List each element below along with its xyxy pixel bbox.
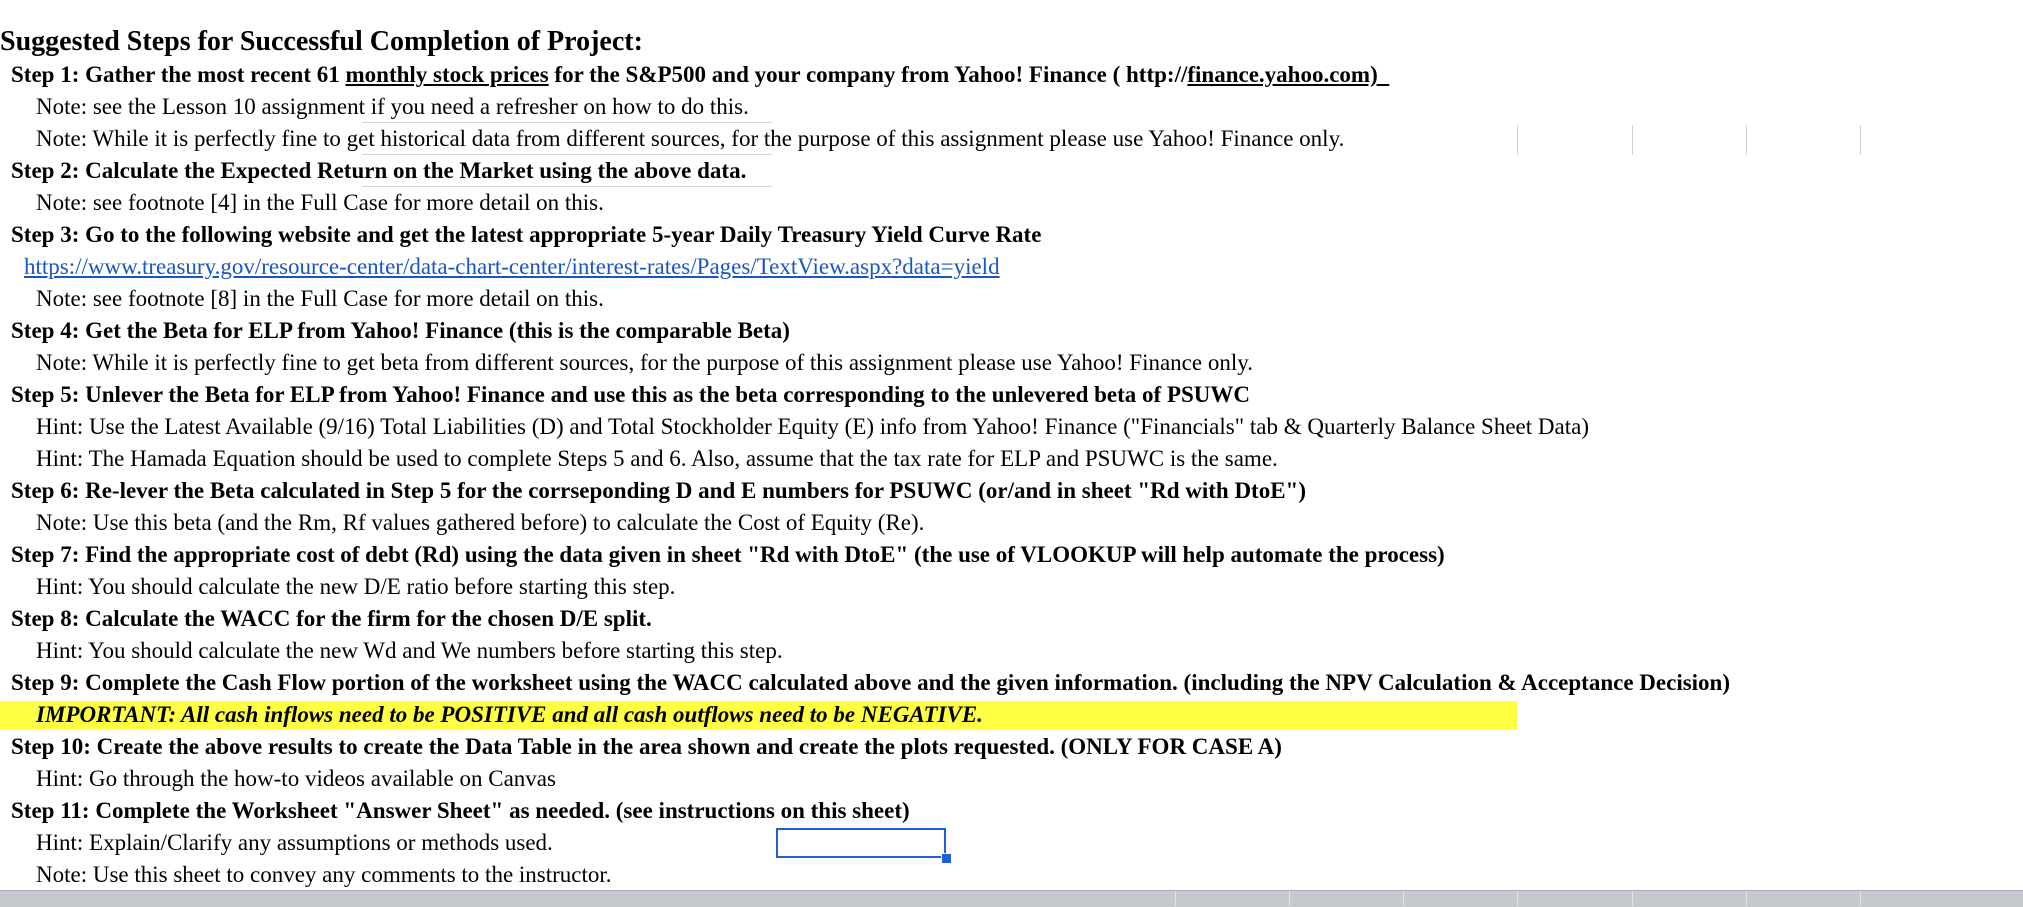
horizontal-scrollbar[interactable] — [0, 890, 2023, 907]
fill-handle[interactable] — [941, 853, 952, 864]
step-1-note-2[interactable]: Note: While it is perfectly fine to get historical data from different sources, for the purpose of this assignment please use Yahoo! Finance only. — [36, 126, 1345, 151]
step-1-trailing-space — [1378, 62, 1390, 87]
step-6-note[interactable]: Note: Use this beta (and the Rm, Rf values gathered before) to calculate the Cost of Equity (Re). — [36, 510, 925, 535]
step-5-hint-2[interactable]: Hint: The Hamada Equation should be used to complete Steps 5 and 6. Also, assume that the tax rate for ELP and PSUWC is the same. — [36, 446, 1278, 471]
step-5-cell[interactable]: Step 5: Unlever the Beta for ELP from Yahoo! Finance and use this as the beta corresponding to the unlevered beta of PSUWC — [11, 382, 1251, 407]
step-4-note[interactable]: Note: While it is perfectly fine to get beta from different sources, for the purpose of this assignment please use Yahoo! Finance only. — [36, 350, 1253, 375]
step-9-cell[interactable]: Step 9: Complete the Cash Flow portion of the worksheet using the WACC calculated above and the given information. (including the NPV Calculation & Acceptance Decision) — [11, 670, 1731, 695]
treasury-yield-link[interactable]: https://www.treasury.gov/resource-center/data-chart-center/interest-rates/Pages/TextView.aspx?data=yield — [24, 254, 1000, 279]
scrollbar-divider — [1517, 891, 1518, 906]
step-1-note-1[interactable]: Note: see the Lesson 10 assignment if you need a refresher on how to do this. — [36, 94, 749, 119]
cell-gridline — [1860, 125, 1861, 155]
step-9-important-note[interactable]: IMPORTANT: All cash inflows need to be POSITIVE and all cash outflows need to be NEGATIVE. — [36, 702, 983, 727]
cell-gridline — [1517, 125, 1518, 155]
step-8-hint[interactable]: Hint: You should calculate the new Wd and We numbers before starting this step. — [36, 638, 783, 663]
scrollbar-divider — [1632, 891, 1633, 906]
scrollbar-divider — [1746, 891, 1747, 906]
step-10-cell[interactable]: Step 10: Create the above results to create the Data Table in the area shown and create the plots requested. (ONLY FOR CASE A) — [11, 734, 1282, 759]
step-4-cell[interactable]: Step 4: Get the Beta for ELP from Yahoo! Finance (this is the comparable Beta) — [11, 318, 790, 343]
sheet-title[interactable]: Suggested Steps for Successful Completion of Project: — [0, 26, 643, 57]
window-edge — [1973, 0, 2023, 906]
cell-gridline — [1746, 125, 1747, 155]
step-11-note[interactable]: Note: Use this sheet to convey any comments to the instructor. — [36, 862, 612, 887]
step-1-label: Step 1: Gather the most recent 61 — [11, 62, 346, 87]
step-8-cell[interactable]: Step 8: Calculate the WACC for the firm for the chosen D/E split. — [11, 606, 652, 631]
cell-gridline — [1632, 125, 1633, 155]
step-11-hint[interactable]: Hint: Explain/Clarify any assumptions or methods used. — [36, 830, 553, 855]
step-10-hint[interactable]: Hint: Go through the how-to videos available on Canvas — [36, 766, 556, 791]
scrollbar-divider — [1289, 891, 1290, 906]
yahoo-finance-url: finance.yahoo.com) — [1187, 62, 1378, 87]
scrollbar-divider — [1860, 891, 1861, 906]
step-2-cell[interactable]: Step 2: Calculate the Expected Return on the Market using the above data. — [11, 158, 747, 183]
step-1-underlined-text: monthly stock prices — [345, 62, 549, 87]
step-3-note[interactable]: Note: see footnote [8] in the Full Case for more detail on this. — [36, 286, 604, 311]
step-11-cell[interactable]: Step 11: Complete the Worksheet "Answer Sheet" as needed. (see instructions on this sheet) — [11, 798, 910, 823]
step-5-hint-1[interactable]: Hint: Use the Latest Available (9/16) Total Liabilities (D) and Total Stockholder Equity (E) info from Yahoo! Finance ("Financials" tab & Quarterly Balance Sheet Data) — [36, 414, 1589, 439]
scrollbar-divider — [1175, 891, 1176, 906]
step-2-note[interactable]: Note: see footnote [4] in the Full Case for more detail on this. — [36, 190, 604, 215]
scrollbar-divider — [1403, 891, 1404, 906]
selected-cell[interactable] — [776, 828, 946, 858]
step-7-cell[interactable]: Step 7: Find the appropriate cost of debt (Rd) using the data given in sheet "Rd with DtoE" (the use of VLOOKUP will help automate the process) — [11, 542, 1445, 567]
step-1-middle-text: for the S&P500 and your company from Yahoo! Finance ( http:// — [548, 62, 1188, 87]
step-3-cell[interactable]: Step 3: Go to the following website and get the latest appropriate 5-year Daily Treasury Yield Curve Rate — [11, 222, 1042, 247]
step-6-cell[interactable]: Step 6: Re-lever the Beta calculated in Step 5 for the corrseponding D and E numbers for PSUWC (or/and in sheet "Rd with DtoE") — [11, 478, 1306, 503]
step-7-hint[interactable]: Hint: You should calculate the new D/E ratio before starting this step. — [36, 574, 676, 599]
step-1-cell[interactable] — [11, 59, 1389, 91]
